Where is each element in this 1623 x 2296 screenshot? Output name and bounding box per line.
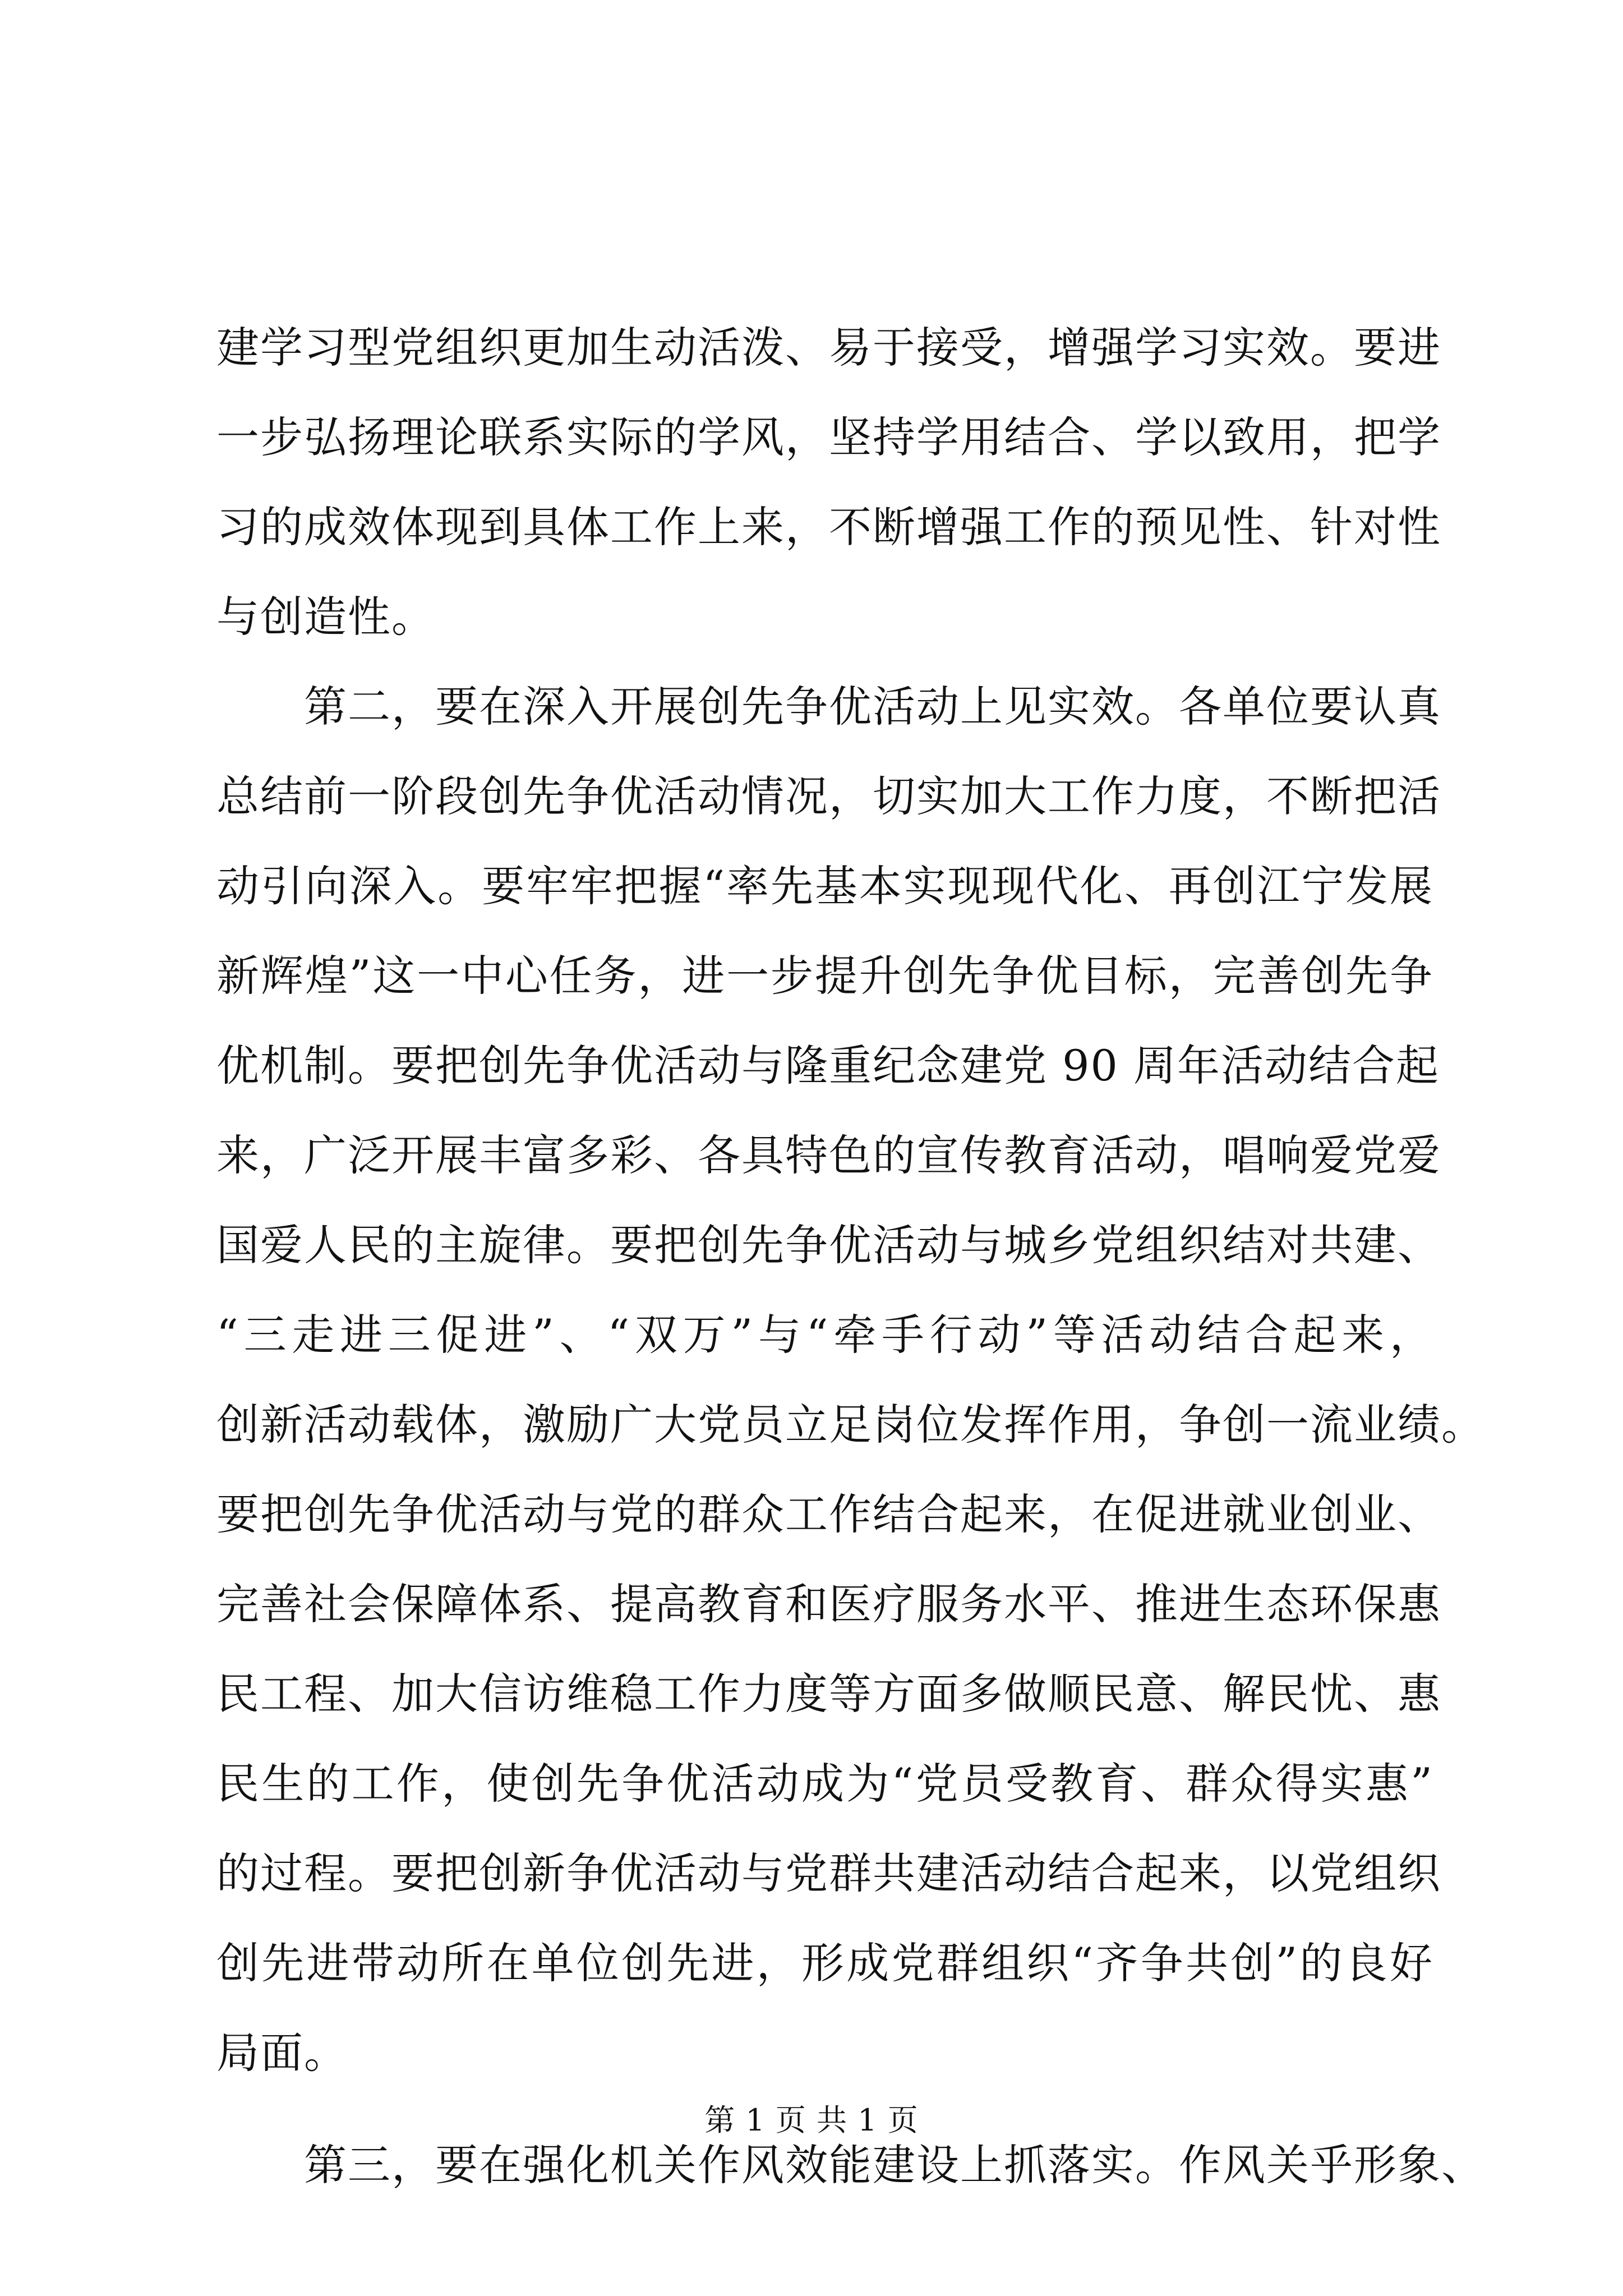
text-line: 要把创先争优活动与党的群众工作结合起来，在促进就业创业、 — [216, 1489, 1441, 1539]
text-line: 的过程。要把创新争优活动与党群共建活动结合起来，以党组织 — [216, 1848, 1441, 1898]
text-line: 创新活动载体，激励广大党员立足岗位发挥作用，争创一流业绩。 — [216, 1400, 1485, 1450]
text-line: 来，广泛开展丰富多彩、各具特色的宣传教育活动，唱响爱党爱 — [216, 1130, 1441, 1180]
text-line: 民工程、加大信访维稳工作力度等方面多做顺民意、解民忧、惠 — [216, 1669, 1441, 1719]
text-line: 第三，要在强化机关作风效能建设上抓落实。作风关乎形象、 — [216, 2140, 1485, 2190]
text-line: “三走进三促进”、“双万”与“牵手行动”等活动结合起来， — [216, 1310, 1433, 1360]
text-line: 第二，要在深入开展创先争优活动上见实效。各单位要认真 — [216, 682, 1441, 731]
document-body — [216, 303, 1485, 2210]
page-footer: 第 1 页 共 1 页 — [704, 2102, 919, 2138]
text-line: 局面。 — [216, 2028, 348, 2078]
text-line: 总结前一阶段创先争优活动情况，切实加大工作力度，不断把活 — [216, 771, 1441, 821]
text-line: 优机制。要把创先争优活动与隆重纪念建党 90 周年活动结合起 — [216, 1041, 1440, 1091]
text-line: 完善社会保障体系、提高教育和医疗服务水平、推进生态环保惠 — [216, 1579, 1441, 1629]
text-line: 新辉煌”这一中心任务，进一步提升创先争优目标，完善创先争 — [216, 951, 1433, 1001]
text-line: 一步弘扬理论联系实际的学风，坚持学用结合、学以致用，把学 — [216, 412, 1441, 462]
text-line: 与创造性。 — [216, 592, 435, 642]
text-line: 国爱人民的主旋律。要把创先争优活动与城乡党组织结对共建、 — [216, 1220, 1441, 1270]
text-line: 动引向深入。要牢牢把握“率先基本实现现代化、再创江宁发展 — [216, 861, 1433, 911]
text-line: 习的成效体现到具体工作上来，不断增强工作的预见性、针对性 — [216, 502, 1441, 552]
text-line: 民生的工作，使创先争优活动成为“党员受教育、群众得实惠” — [216, 1759, 1433, 1809]
text-line: 创先进带动所在单位创先进，形成党群组织“齐争共创”的良好 — [216, 1938, 1433, 1988]
text-line: 建学习型党组织更加生动活泼、易于接受，增强学习实效。要进 — [216, 323, 1441, 372]
